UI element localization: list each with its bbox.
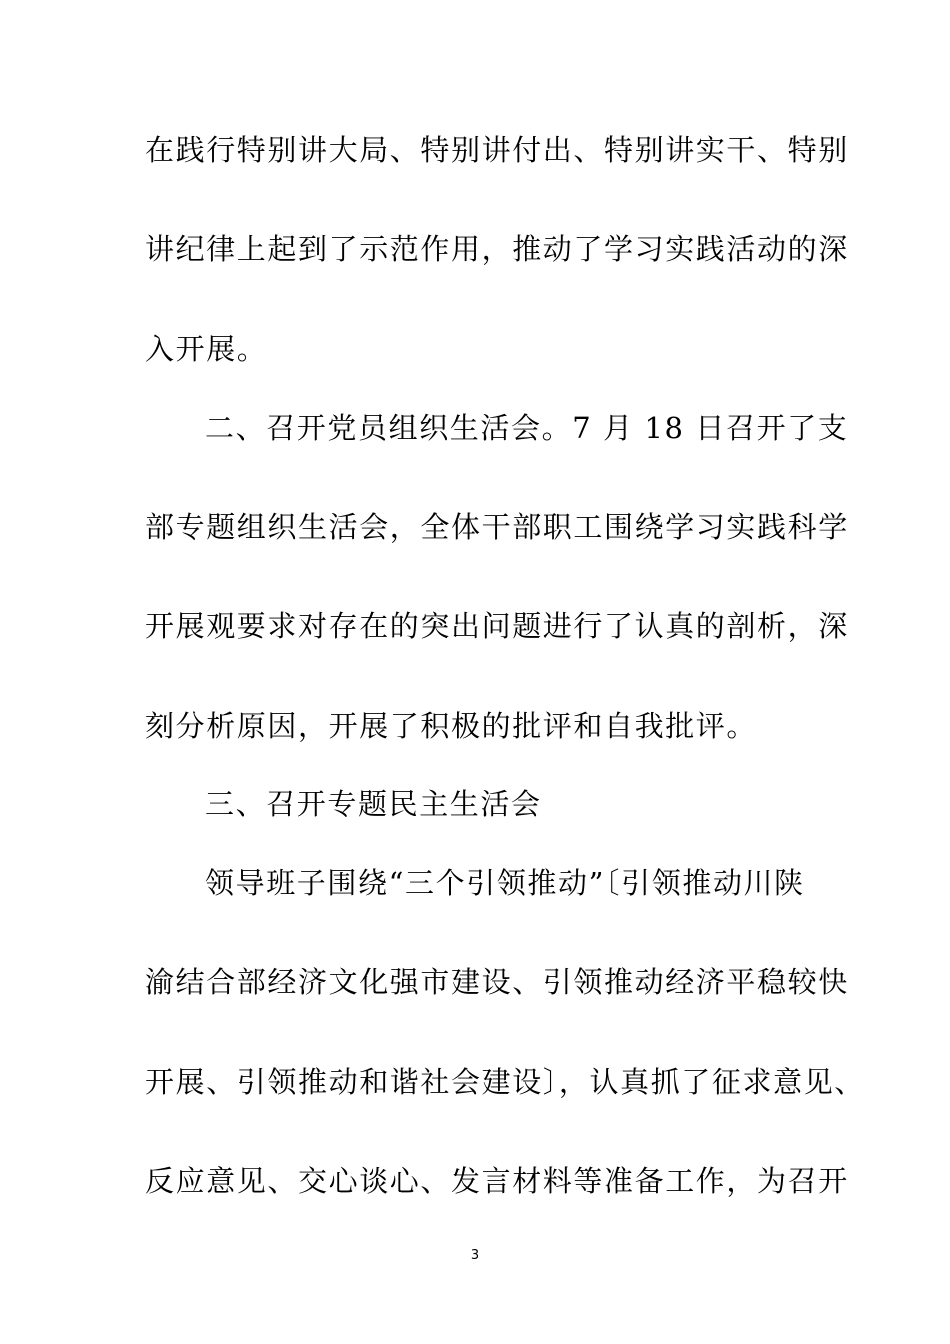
paragraph-line-9: 领导班子围绕“三个引领推动”〔引领推动川陕: [205, 866, 805, 900]
paragraph-line-2: 讲纪律上起到了示范作用，推动了学习实践活动的深: [145, 232, 849, 266]
section-heading-2-line: 二、召开党员组织生活会。7 月 18 日召开了支: [205, 411, 849, 445]
section-heading-3: 三、召开专题民主生活会: [205, 787, 542, 821]
paragraph-line-10: 渝结合部经济文化强市建设、引领推动经济平稳较快: [145, 965, 849, 999]
page-number: 3: [470, 1248, 480, 1263]
paragraph-line-5: 部专题组织生活会，全体干部职工围绕学习实践科学: [145, 510, 849, 544]
paragraph-line-12: 反应意见、交心谈心、发言材料等准备工作，为召开: [145, 1164, 849, 1198]
paragraph-line-1: 在践行特别讲大局、特别讲付出、特别讲实干、特别: [145, 133, 849, 167]
paragraph-line-7: 刻分析原因，开展了积极的批评和自我批评。: [145, 709, 758, 743]
paragraph-line-3: 入开展。: [145, 332, 268, 366]
paragraph-line-6: 开展观要求对存在的突出问题进行了认真的剖析，深: [145, 609, 849, 643]
paragraph-line-11: 开展、引领推动和谐社会建设〕，认真抓了征求意见、: [145, 1065, 865, 1099]
